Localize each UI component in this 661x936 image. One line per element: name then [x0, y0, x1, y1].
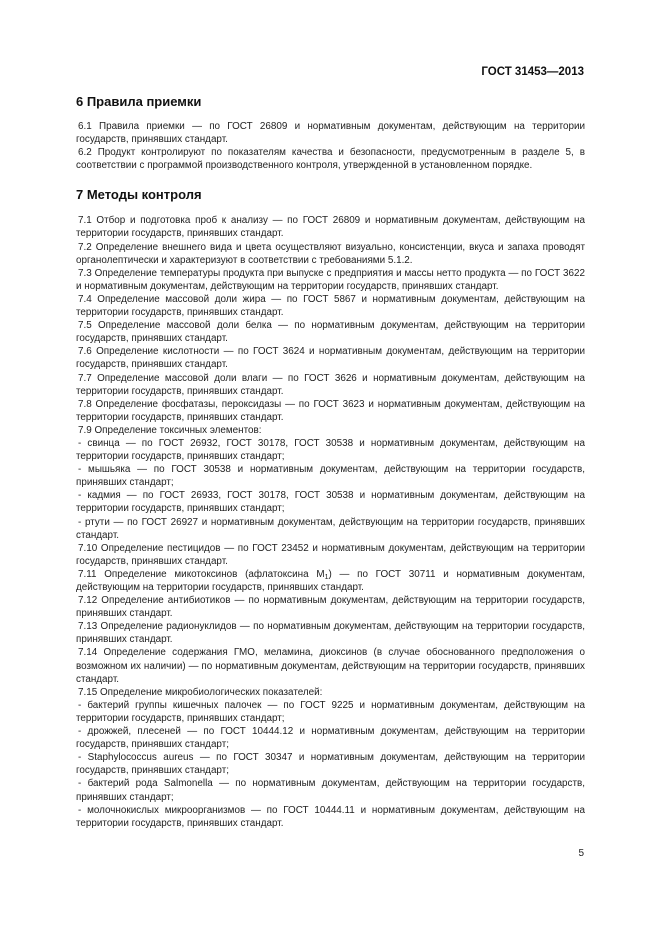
- paragraph: 7.1 Отбор и подготовка проб к анализу — по ГОСТ 26809 и нормативным документам, действующим на территории государств, принявших стандарт.: [76, 215, 585, 240]
- paragraph-7-11: [76, 568, 585, 594]
- paragraph: 7.15 Определение микробиологических показателей:: [78, 686, 323, 698]
- text-span: ) — по ГОСТ 30711 и нормативным документам, действующим на территории государств, принявших стандарт.: [76, 568, 585, 593]
- list-item: - Staphylococcus aureus — по ГОСТ 30347 и нормативным документам, действующим на территории государств, принявших стандарт;: [76, 752, 585, 777]
- section-6-body: [76, 120, 585, 172]
- list-item: - свинца — по ГОСТ 26932, ГОСТ 30178, ГОСТ 30538 и нормативным документам, действующим на территории государств, принявших стандарт;: [76, 437, 585, 463]
- list-item: - кадмия — по ГОСТ 26933, ГОСТ 30178, ГОСТ 30538 и нормативным документам, действующим на территории государств, принявших стандарт;: [76, 490, 585, 515]
- paragraph: 7.9 Определение токсичных элементов:: [78, 424, 262, 436]
- section-7-title: 7 Методы контроля: [76, 187, 202, 203]
- list-item: - молочнокислых микроорганизмов — по ГОСТ 10444.11 и нормативным документам, действующим на территории государств, принявших стандарт.: [76, 804, 585, 829]
- page-number: 5: [578, 848, 584, 859]
- paragraph: 7.7 Определение массовой доли влаги — по ГОСТ 3626 и нормативным документам, действующим на территории государств, принявших стандарт.: [76, 372, 585, 397]
- list-item: - мышьяка — по ГОСТ 30538 и нормативным документам, действующим на территории государств, принявших стандарт;: [76, 464, 585, 489]
- list-item: - ртути — по ГОСТ 26927 и нормативным документам, действующим на территории государств, принявших стандарт.: [76, 516, 585, 541]
- paragraph: 7.10 Определение пестицидов — по ГОСТ 23452 и нормативным документам, действующим на территории государств, принявших стандарт.: [76, 542, 585, 567]
- paragraph: 7.4 Определение массовой доли жира — по ГОСТ 5867 и нормативным документам, действующим на территории государств, принявших стандарт.: [76, 293, 585, 319]
- paragraph: 7.2 Определение внешнего вида и цвета осуществляют визуально, консистенции, вкуса и запаха проводят органолептически и характеризуют в соответствии с требованиями 5.1.2.: [76, 241, 585, 266]
- paragraph: 6.2 Продукт контролируют по показателям качества и безопасности, предусмотренным в разделе 5, в соответствии с программой производственного контроля, утвержденной в установленном порядке.: [76, 147, 585, 172]
- page-content: [76, 94, 585, 830]
- paragraph: 7.14 Определение содержания ГМО, меламина, диоксинов (в случае обоснованного предположения о возможном их наличии) — по нормативным документам, действующим на территории государств, принявших стандарт.: [76, 647, 585, 685]
- paragraph: 7.6 Определение кислотности — по ГОСТ 3624 и нормативным документам, действующим на территории государств, принявших стандарт.: [76, 346, 585, 371]
- paragraph: 7.13 Определение радионуклидов — по нормативным документам, действующим на территории государств, принявших стандарт.: [76, 621, 585, 646]
- section-6-title: 6 Правила приемки: [76, 94, 202, 109]
- list-item: - бактерий рода Salmonella — по нормативным документам, действующим на территории государств, принявших стандарт;: [76, 778, 585, 803]
- subscript: 1: [324, 573, 329, 581]
- document-code: ГОСТ 31453—2013: [481, 66, 584, 78]
- paragraph: 6.1 Правила приемки — по ГОСТ 26809 и нормативным документам, действующим на территории государств, принявших стандарт.: [76, 121, 585, 146]
- paragraph: 7.5 Определение массовой доли белка — по нормативным документам, действующим на территории государств, принявших стандарт.: [76, 320, 585, 345]
- paragraph: 7.3 Определение температуры продукта при выпуске с предприятия и массы нетто продукта — по ГОСТ 3622 и нормативным документам, действующим на территории государств, принявших стандарт.: [76, 267, 585, 292]
- list-item: - дрожжей, плесеней — по ГОСТ 10444.12 и нормативным документам, действующим на территории государств, принявших стандарт;: [76, 726, 585, 751]
- text-span: 7.11 Определение микотоксинов (афлатоксина M: [78, 568, 325, 580]
- section-7-body: [76, 214, 585, 829]
- paragraph: 7.8 Определение фосфатазы, пероксидазы — по ГОСТ 3623 и нормативным документам, действующим на территории государств, принявших стандарт.: [76, 398, 585, 423]
- list-item: - бактерий группы кишечных палочек — по ГОСТ 9225 и нормативным документам, действующим на территории государств, принявших стандарт;: [76, 699, 585, 724]
- paragraph: 7.12 Определение антибиотиков — по нормативным документам, действующим на территории государств, принявших стандарт.: [76, 595, 585, 620]
